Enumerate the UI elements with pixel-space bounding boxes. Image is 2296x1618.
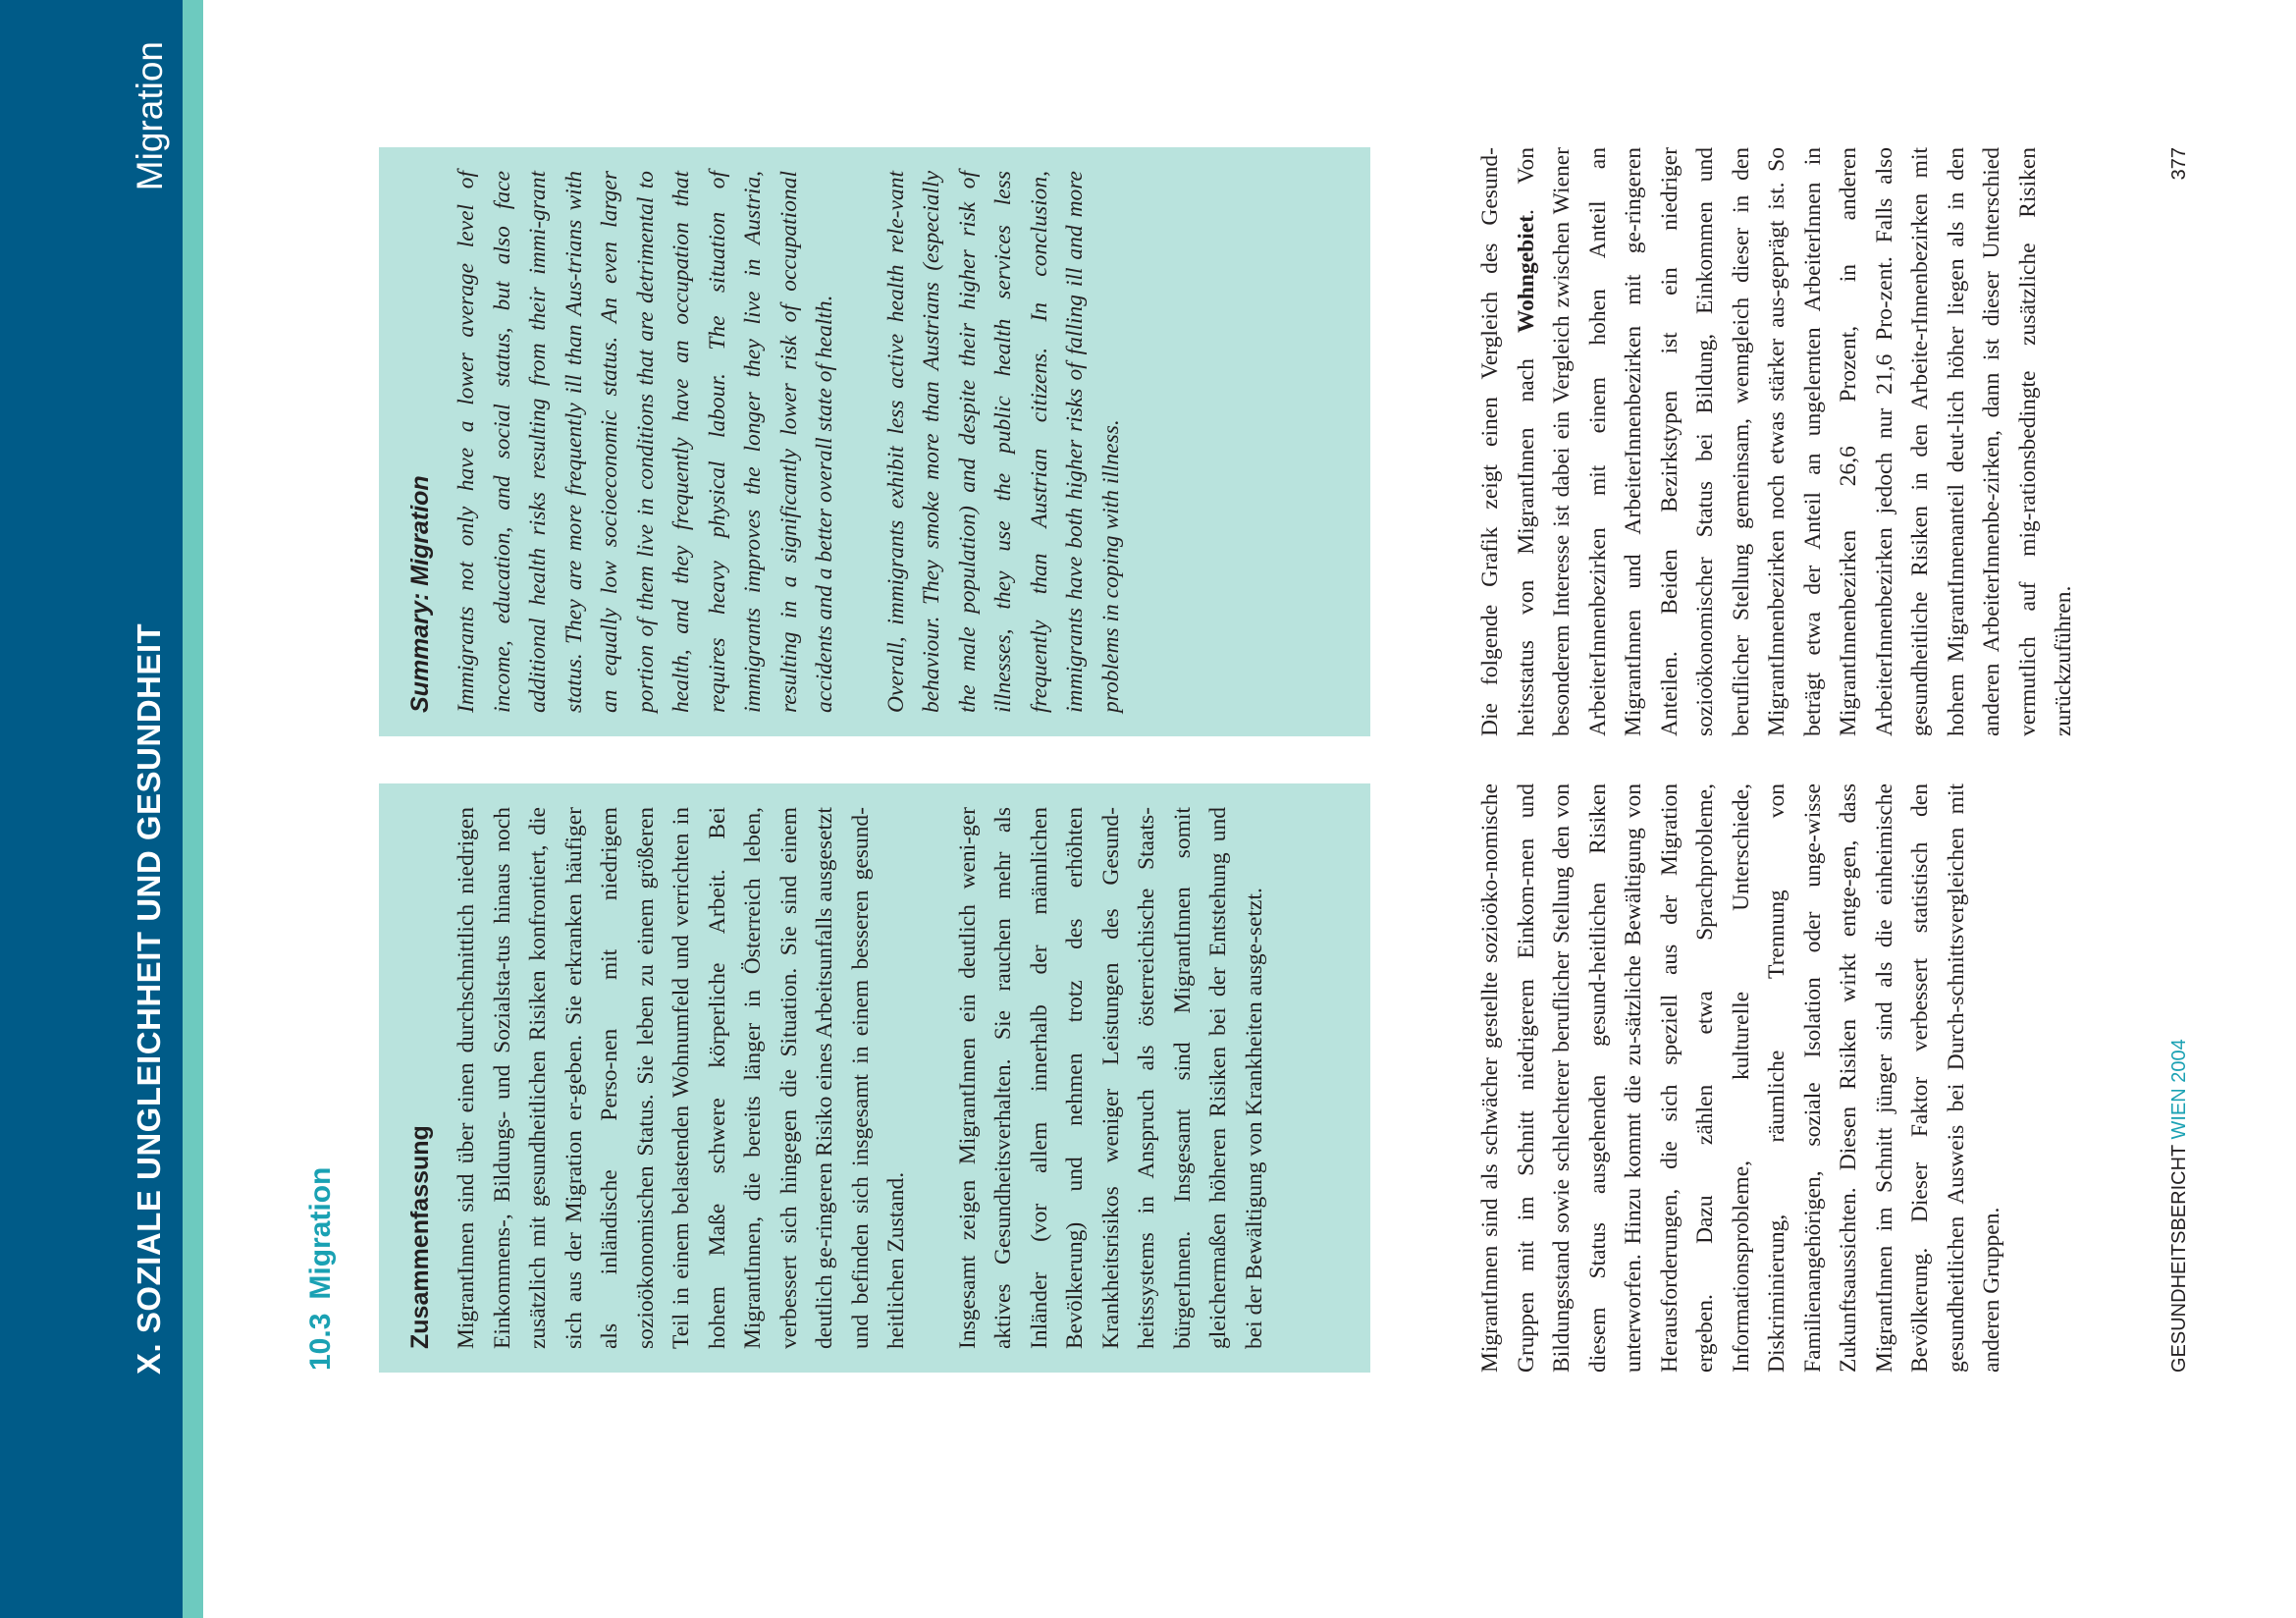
- summary-paragraph-german: Insgesamt zeigen MigrantInnen ein deutlich weni-ger aktives Gesundheitsverhalten. Sie rauchen mehr als Inländer (vor allem innerhalb der männlichen Bevölkerung) und nehmen trotz des erhöhten Krankheitsrisikos weniger Leistungen des Gesund-heitssystems in Anspruch als österreichische Staats-bürgerInnen. Insgesamt sind MigrantInnen somit gleichermaßen höheren Risiken bei der Entstehung und bei der Bewältigung von Krankheiten ausge-setzt.: [954, 807, 1267, 1349]
- body-column-left: [1472, 783, 2010, 1373]
- footer-edition: WIEN 2004: [2168, 1039, 2190, 1140]
- body-column-right: [1472, 147, 2082, 736]
- summary-box-english: [379, 147, 1370, 736]
- body-paragraph: [1472, 147, 2082, 736]
- body-text: . Von besonderem Interesse ist dabei ein Vergleich zwischen Wiener ArbeiterInnenbezirken mit einem hohen Anteil an MigrantInnen und ArbeiterInnenbezirken mit ge-ringeren Anteilen. Beiden Bezirkstypen ist ein niedriger sozioökonomischer Status bei Bildung, Einkommen und beruflicher Stellung gemeinsam, wenngleich dieser in den MigrantInnenbezirken noch etwas stärker aus-geprägt ist. So beträgt etwa der Anteil an ungelernten ArbeiterInnen in MigrantInnenbezirken 26,6 Prozent, in anderen ArbeiterInnenbezirken jedoch nur 21,6 Pro-zent. Falls also gesundheitliche Risiken in den Arbeite-rInnenbezirken mit hohem MigrantInnenanteil deut-lich höher liegen als in den anderen ArbeiterInnenbe-zirken, dann ist dieser Unterschied vermutlich auf mig-rationsbedingte zusätzliche Risiken zurückzuführen.: [1513, 147, 2076, 736]
- footer-publication-name: GESUNDHEITSBERICHT: [2168, 1145, 2190, 1373]
- summary-title-english: Summary: Migration: [406, 475, 434, 713]
- summary-box-german: [379, 783, 1370, 1373]
- chapter-title: X. SOZIALE UNGLEICHHEIT UND GESUNDHEIT: [131, 622, 167, 1375]
- summary-paragraph-english: Overall, immigrants exhibit less active health rele-vant behaviour. They smoke more than Austrians (especially the male population) and despite their higher risk of illnesses, they use the public health services less frequently than Austrian citizens. In conclusion, immigrants have both higher risks of falling ill and more problems in coping with illness.: [882, 171, 1124, 713]
- page-number: 377: [2168, 147, 2190, 181]
- section-title: Migration: [304, 1166, 337, 1300]
- footer-publication: [2168, 1039, 2191, 1373]
- running-title: Migration: [130, 41, 170, 191]
- section-number: 10.3: [304, 1313, 337, 1371]
- body-text: Die folgende Grafik zeigt einen Vergleich des Gesund-heitsstatus von MigrantInnen nach: [1477, 147, 1539, 736]
- body-paragraph: MigrantInnen sind als schwächer gestellte sozioöko-nomische Gruppen mit im Schnitt niedrigerem Einkom-men und Bildungsstand sowie schlechterer beruflicher Stellung den von diesem Status ausgehenden gesund-heitlichen Risiken unterworfen. Hinzu kommt die zu-sätzliche Bewältigung von Herausforderungen, die sich speziell aus der Migration ergeben. Dazu zählen etwa Sprachprobleme, Informationsprobleme, kulturelle Unterschiede, Diskriminierung, räumliche Trennung von Familienangehörigen, soziale Isolation oder unge-wisse Zukunftsaussichten. Diesen Risiken wirkt entge-gen, dass MigrantInnen im Schnitt jünger sind als die einheimische Bevölkerung. Dieser Faktor verbessert statistisch den gesundheitlichen Ausweis bei Durch-schnittsvergleichen mit anderen Gruppen.: [1477, 783, 2004, 1373]
- summary-title-german: Zusammenfassung: [406, 1125, 434, 1349]
- summary-paragraph-english: Immigrants not only have a lower average level of income, education, and social status, but also face additional health risks resulting from their immi-grant status. They are more frequently ill than Aus-trians with an equally low socioeconomic status. An even larger portion of them live in conditions that are detrimental to health, and they frequently have an occupation that requires heavy physical labour. The situation of immigrants improves the longer they live in Austria, resulting in a significantly lower risk of occupational accidents and a better overall state of health.: [454, 171, 837, 713]
- summary-paragraph-german: MigrantInnen sind über einen durchschnittlich niedrigen Einkommens-, Bildungs- und Sozialsta-tus hinaus noch zusätzlich mit gesundheitlichen Risiken konfrontiert, die sich aus der Migration er-geben. Sie erkranken häufiger als inländische Perso-nen mit niedrigem sozioökonomischen Status. Sie leben zu einem größeren Teil in einem belastenden Wohnumfeld und verrichten in hohem Maße schwere körperliche Arbeit. Bei MigrantInnen, die bereits länger in Österreich leben, verbessert sich hingegen die Situation. Sie sind einem deutlich ge-ringeren Risiko eines Arbeitsunfalls ausgesetzt und befinden sich insgesamt in einem besseren gesund-heitlichen Zustand.: [454, 807, 909, 1349]
- body-emphasis: Wohngebiet: [1513, 214, 1539, 334]
- section-heading: [304, 1167, 338, 1371]
